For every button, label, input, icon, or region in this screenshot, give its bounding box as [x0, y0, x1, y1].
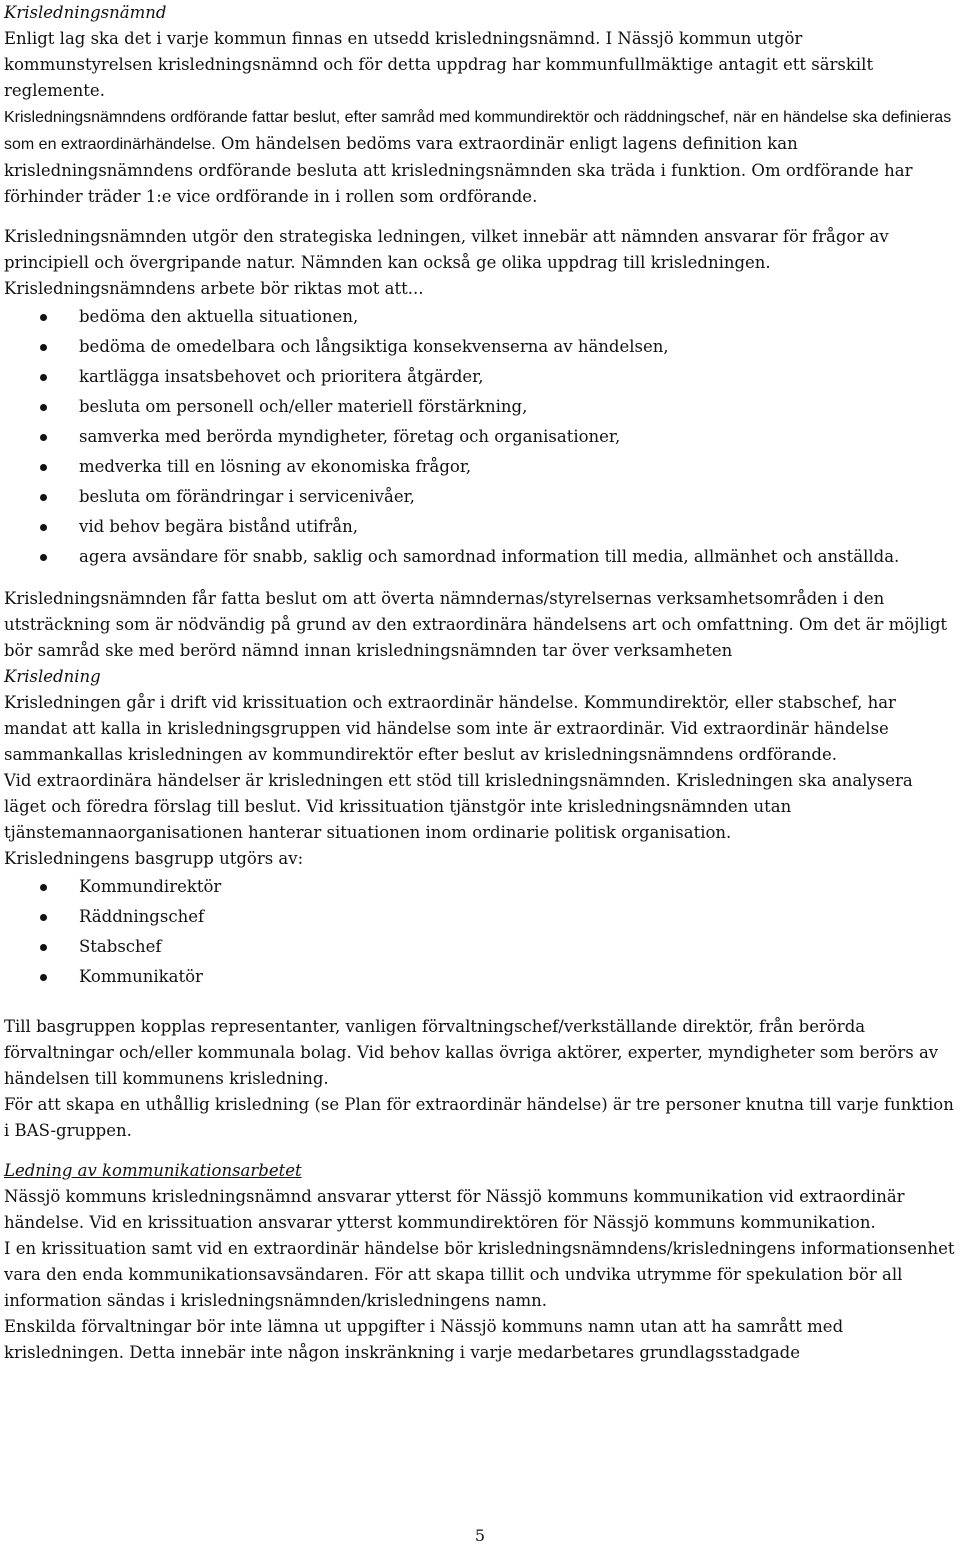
page-number: 5: [474, 1526, 486, 1545]
paragraph-ordforande-part1: Krisledningsnämndens ordförande fattar beslut, efter samråd med kommundirektör och räddningschef, när en händelse ska definieras som en extraordinärhändelse.: [4, 109, 952, 153]
heading-krisledningsnamnd: Krisledningsnämnd: [4, 3, 167, 22]
paragraph-drift: Krisledningen går i drift vid krissituation och extraordinär händelse. Kommundirektör, eller stabschef, har mandat att kalla in krisledningsgruppen vid händelse som inte är extraordinär. Vid extraordinär händelse sammankallas krisledningen av kommundirektör efter beslut av krisledningsnämndens ordförande.: [4, 693, 896, 764]
basgrupp-list: [4, 872, 956, 992]
list-item: Stabschef: [4, 932, 956, 962]
list-item: besluta om personell och/eller materiell förstärkning,: [4, 392, 956, 422]
paragraph-informationsenhet: I en krissituation samt vid en extraordinär händelse bör krisledningsnämndens/krisledningens informationsenhet vara den enda kommunikationsavsändaren. För att skapa tillit och undvika utrymme för spekulation bör all information sändas i krisledningsnämnden/krisledningens namn.: [4, 1239, 955, 1310]
list-item: bedöma den aktuella situationen,: [4, 302, 956, 332]
list-item: Kommundirektör: [4, 872, 956, 902]
paragraph-ansvar: Nässjö kommuns krisledningsnämnd ansvarar ytterst för Nässjö kommuns kommunikation vid extraordinär händelse. Vid en krissituation ansvarar ytterst kommundirektören för Nässjö kommuns kommunikation.: [4, 1187, 905, 1232]
paragraph-lag: Enligt lag ska det i varje kommun finnas en utsedd krisledningsnämnd. I Nässjö kommun utgör kommunstyrelsen krisledningsnämnd och för detta uppdrag har kommunfullmäktige antagit ett särskilt reglemente.: [4, 29, 874, 100]
bullet-icon: [40, 974, 47, 981]
paragraph-strategiska: Krisledningsnämnden utgör den strategiska ledningen, vilket innebär att nämnden ansvarar för frågor av principiell och övergripande natur. Nämnden kan också ge olika uppdrag till krisledningen. Krisledningsnämndens arbete bör riktas mot att...: [4, 227, 889, 298]
paragraph-stod: Vid extraordinära händelser är krisledningen ett stöd till krisledningsnämnden. Krisledningen ska analysera läget och föredra förslag till beslut. Vid krissituation tjänstgör inte krisledningsnämnden utan tjänstemannaorganisationen hanterar situationen inom ordinarie politisk organisation.: [4, 771, 913, 842]
list-item: bedöma de omedelbara och långsiktiga konsekvenserna av händelsen,: [4, 332, 956, 362]
heading-krisledning: Krisledning: [4, 667, 101, 686]
list-item: Räddningschef: [4, 902, 956, 932]
bullet-icon: [40, 554, 47, 561]
bullet-icon: [40, 944, 47, 951]
document-page: [4, 0, 956, 1366]
paragraph-representanter: Till basgruppen kopplas representanter, vanligen förvaltningschef/verkställande direktör, från berörda förvaltningar och/eller kommunala bolag. Vid behov kallas övriga aktörer, experter, myndigheter som berörs av händelsen till kommunens krisledning.: [4, 1017, 939, 1088]
bullet-icon: [40, 344, 47, 351]
list-item: besluta om förändringar i servicenivåer,: [4, 482, 956, 512]
paragraph-overta: Krisledningsnämnden får fatta beslut om att överta nämndernas/styrelsernas verksamhetsområden i den utsträckning som är nödvändig på grund av den extraordinära händelsens art och omfattning. Om det är möjligt bör samråd ske med berörd nämnd innan krisledningsnämnden tar över verksamheten: [4, 589, 948, 660]
paragraph-ordforande-part2: Om händelsen bedöms vara extraordinär enligt lagens definition kan krisledningsnämndens ordförande besluta att krisledningsnämnden ska träda i funktion. Om ordförande har förhinder träder 1:e vice ordförande in i rollen som ordförande.: [4, 134, 913, 206]
paragraph-forvaltningar: Enskilda förvaltningar bör inte lämna ut uppgifter i Nässjö kommuns namn utan att ha samrått med krisledningen. Detta innebär inte någon inskränkning i varje medarbetares grundlagsstadgade: [4, 1317, 844, 1362]
bullet-icon: [40, 404, 47, 411]
paragraph-ordforande: [4, 104, 956, 210]
list-item: kartlägga insatsbehovet och prioritera åtgärder,: [4, 362, 956, 392]
list-item: Kommunikatör: [4, 962, 956, 992]
task-list: [4, 302, 956, 572]
bullet-icon: [40, 464, 47, 471]
bullet-icon: [40, 884, 47, 891]
bullet-icon: [40, 314, 47, 321]
list-item: medverka till en lösning av ekonomiska frågor,: [4, 452, 956, 482]
bullet-icon: [40, 434, 47, 441]
bullet-icon: [40, 494, 47, 501]
bullet-icon: [40, 374, 47, 381]
bullet-icon: [40, 524, 47, 531]
list-item: samverka med berörda myndigheter, företag och organisationer,: [4, 422, 956, 452]
bullet-icon: [40, 914, 47, 921]
paragraph-basgrupp-intro: Krisledningens basgrupp utgörs av:: [4, 849, 304, 868]
list-item: vid behov begära bistånd utifrån,: [4, 512, 956, 542]
list-item: agera avsändare för snabb, saklig och samordnad information till media, allmänhet och anställda.: [4, 542, 956, 572]
paragraph-uthallig: För att skapa en uthållig krisledning (se Plan för extraordinär händelse) är tre personer knutna till varje funktion i BAS-gruppen.: [4, 1095, 954, 1140]
heading-kommunikation: Ledning av kommunikationsarbetet: [4, 1161, 302, 1180]
